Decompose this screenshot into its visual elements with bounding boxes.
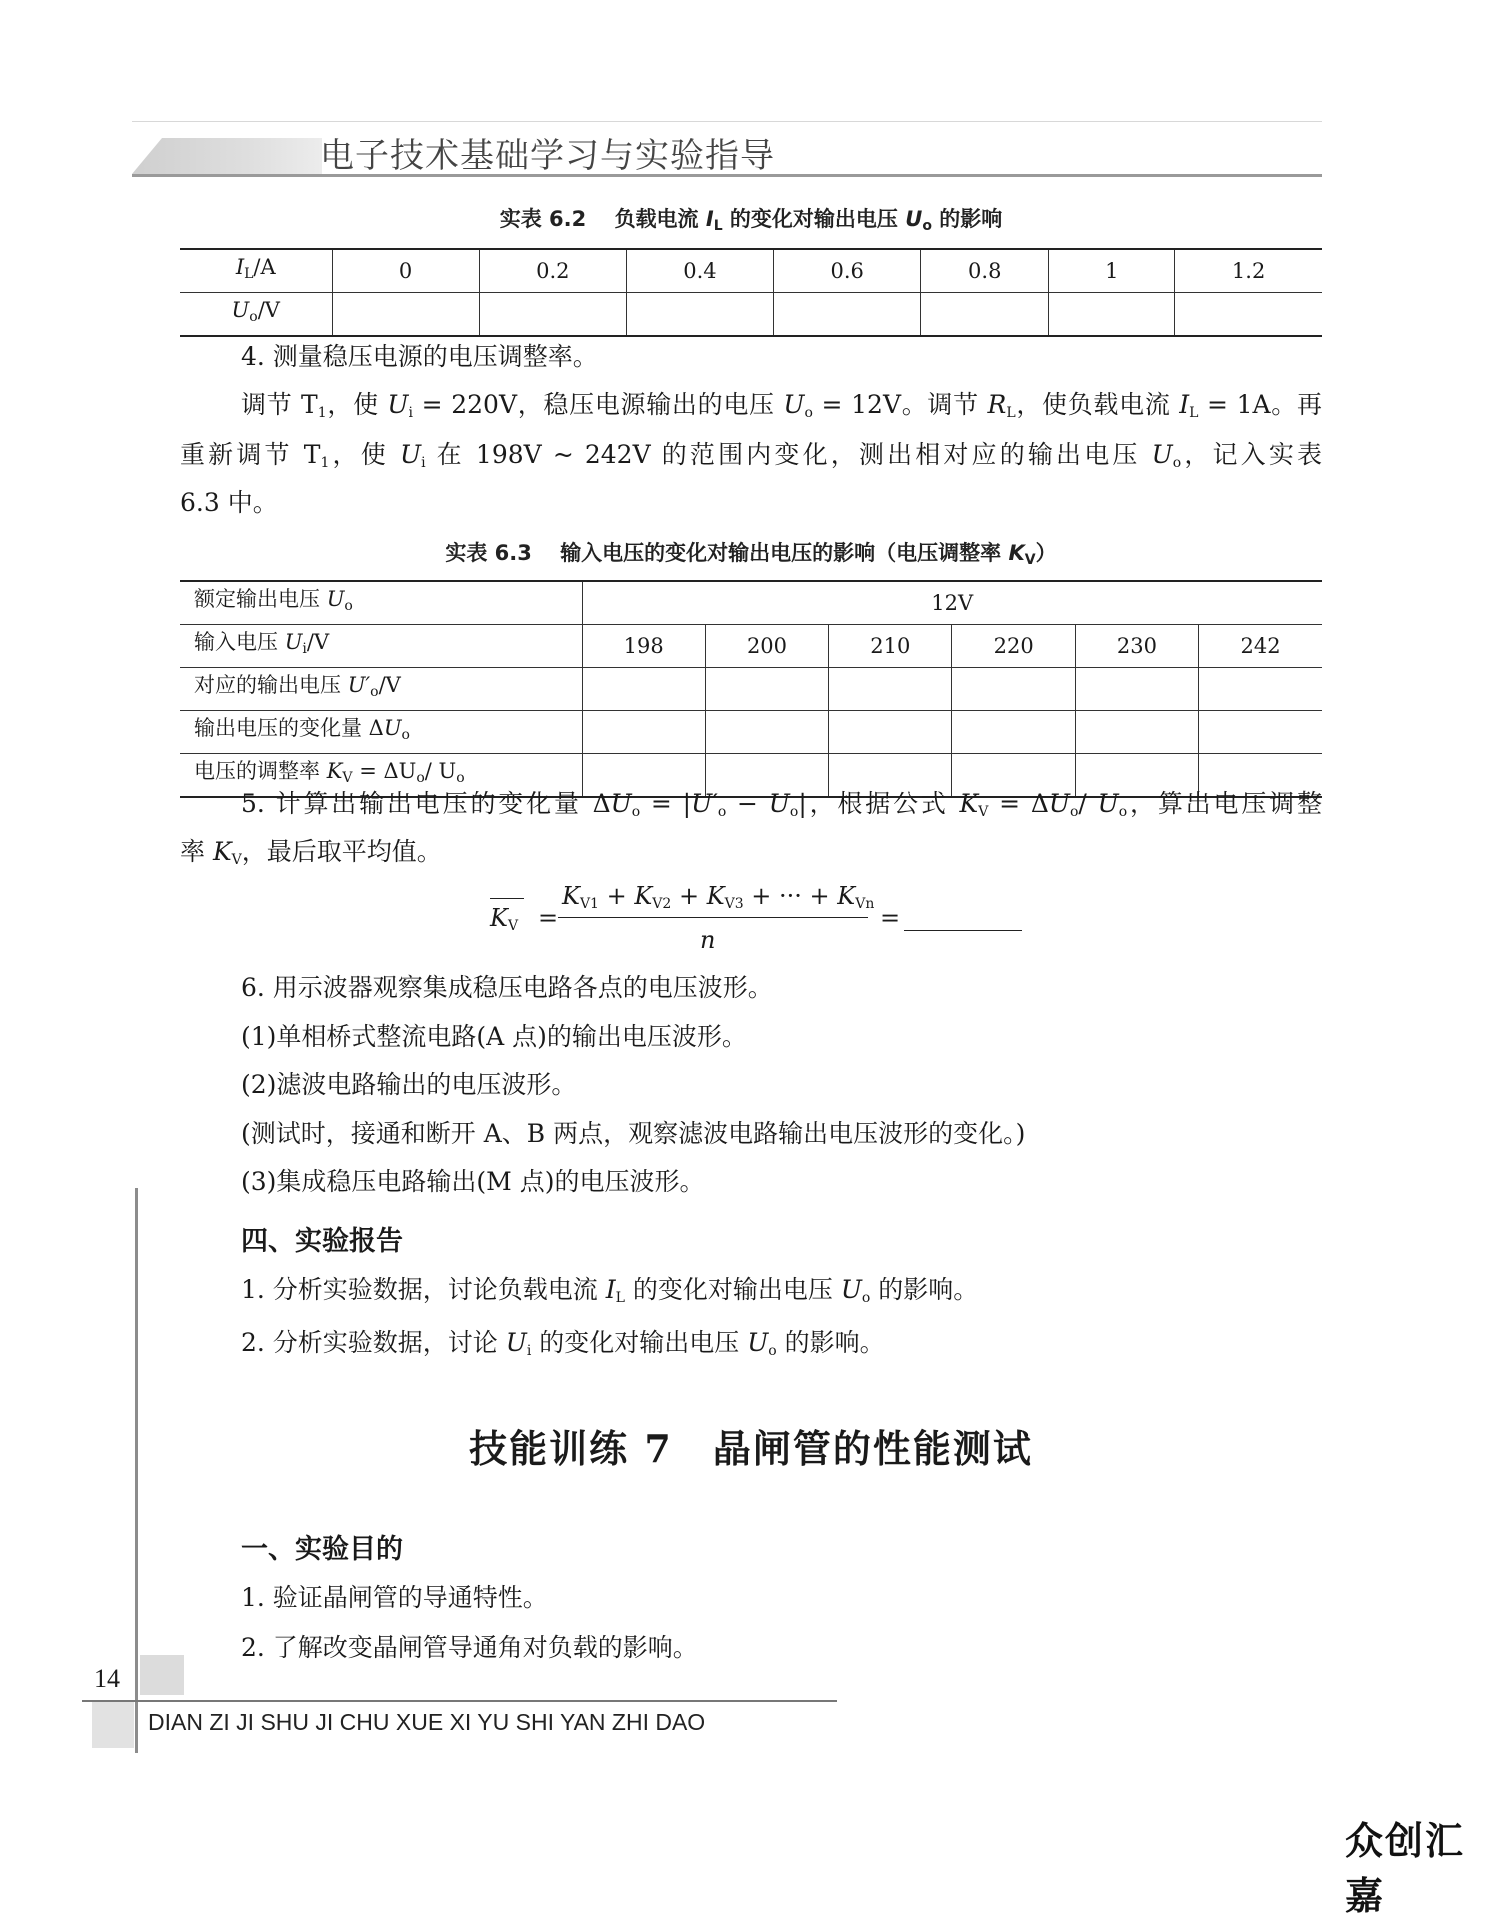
row-label: 输出电压的变化量 $\Delta U_o$ (180, 711, 582, 754)
header-rule (132, 174, 1322, 177)
table-cell: 210 (829, 625, 952, 668)
table-6-3-caption: 实表 6.3 输入电压的变化对输出电压的影响（电压调整率 $K_V$） (445, 541, 1057, 568)
table-row (180, 625, 1322, 668)
table-cell: 1 (1049, 249, 1175, 293)
footer-rule (82, 1700, 837, 1702)
table-cell (1199, 668, 1322, 711)
table-cell: 0.4 (626, 249, 773, 293)
table-row (180, 293, 1322, 337)
table-row (180, 249, 1322, 293)
table-cell: 242 (1199, 625, 1322, 668)
table-row (180, 581, 1322, 625)
running-header-title: 电子技术基础学习与实验指导 (320, 136, 775, 176)
table-cell: 200 (705, 625, 828, 668)
list-item: 2. 了解改变晶闸管导通角对负载的影响。 (241, 1633, 698, 1662)
table-cell: 0.8 (921, 249, 1049, 293)
table-row (180, 668, 1322, 711)
report-item-1: 1. 分析实验数据，讨论负载电流 $I_L$ 的变化对输出电压 $U_o$ 的影响。 (241, 1275, 979, 1306)
list-item: 1. 验证晶闸管的导通特性。 (241, 1583, 548, 1612)
watermark: 众创汇嘉 (1345, 1819, 1466, 1918)
header-decoration (132, 138, 322, 174)
table-cell (332, 293, 479, 337)
step-5-line2: 率 $K_V$，最后取平均值。 (180, 837, 442, 868)
table-cell (705, 711, 828, 754)
table-cell: 220 (952, 625, 1075, 668)
row-header-current: $I_L/A$ (180, 249, 332, 293)
table-cell (1175, 293, 1322, 337)
rated-voltage-cell: 12V (582, 581, 1322, 625)
formula-numerator: $K_{V1} + K_{V2} + K_{V3}$ + ··· + $K_{Vn}$ (562, 882, 875, 912)
margin-rule (135, 1188, 138, 1753)
fraction-bar (558, 917, 868, 918)
table-cell (774, 293, 921, 337)
table-cell: 0.2 (479, 249, 626, 293)
footer-decoration (92, 1702, 134, 1748)
table-cell (1075, 668, 1198, 711)
step-4-paragraph-line2: 重新调节 $T_1$，使 $U_i$ 在 198V ~ 242V 的范围内变化，测出相对应的输出电压 $U_o$，记入实表 (180, 440, 1322, 471)
section-title-skill-7: 技能训练 7 晶闸管的性能测试 (469, 1426, 1033, 1471)
table-cell (1075, 711, 1198, 754)
table-cell (952, 711, 1075, 754)
row-label: 对应的输出电压 $U'_o/V$ (180, 668, 582, 711)
list-item: (3)集成稳压电路输出(M 点)的电压波形。 (241, 1167, 705, 1196)
report-heading: 四、实验报告 (241, 1226, 403, 1257)
table-cell (952, 668, 1075, 711)
page-number: 14 (94, 1664, 120, 1693)
list-item: (2)滤波电路输出的电压波形。 (241, 1070, 577, 1099)
formula-denominator: n (700, 926, 716, 954)
objective-heading: 一、实验目的 (241, 1534, 403, 1565)
step-5-line1: 5. 计算出输出电压的变化量 $\Delta U_o = |U'_o - U_o|$，根据公式 $K_V = \Delta U_o/$ $U_o$，算出电压调整 (241, 789, 1322, 820)
list-item: (测试时，接通和断开 A、B 两点，观察滤波电路输出电压波形的变化。) (241, 1119, 1026, 1148)
table-6-2 (180, 248, 1322, 337)
row-label: 额定输出电压 $U_o$ (180, 581, 582, 625)
table-6-3 (180, 580, 1322, 798)
table-cell: 230 (1075, 625, 1198, 668)
step-4-title: 4. 测量稳压电源的电压调整率。 (241, 342, 598, 371)
table-cell (921, 293, 1049, 337)
row-label: 电压的调整率 $K_V = \Delta U_o/$ $U_o$ (180, 754, 582, 798)
step-4-paragraph-line1: 调节 $T_1$，使 $U_i = 220V$，稳压电源输出的电压 $U_o = 12V$。调节 $R_L$，使负载电流 $I_L = 1A$。再 (241, 390, 1322, 421)
table-cell: 198 (582, 625, 705, 668)
table-cell (829, 711, 952, 754)
table-cell (582, 668, 705, 711)
table-cell (626, 293, 773, 337)
table-6-2-caption: 实表 6.2 负载电流 $I_L$ 的变化对输出电压 $U_o$ 的影响 (499, 207, 1003, 234)
row-label: 输入电压 $U_i/V$ (180, 625, 582, 668)
list-item: (1)单相桥式整流电路(A 点)的输出电压波形。 (241, 1022, 747, 1051)
table-cell (479, 293, 626, 337)
report-item-2: 2. 分析实验数据，讨论 $U_i$ 的变化对输出电压 $U_o$ 的影响。 (241, 1328, 885, 1359)
table-cell: 0.6 (774, 249, 921, 293)
table-cell: 1.2 (1175, 249, 1322, 293)
table-cell (1049, 293, 1175, 337)
table-cell (705, 668, 828, 711)
step-4-paragraph-line3: 6.3 中。 (180, 488, 278, 517)
step-6-title: 6. 用示波器观察集成稳压电路各点的电压波形。 (241, 973, 773, 1002)
table-cell (829, 668, 952, 711)
formula-lhs: $K_V$ (490, 904, 518, 934)
footer-pinyin-title: DIAN ZI JI SHU JI CHU XUE XI YU SHI YAN ZHI DAO (148, 1709, 706, 1735)
row-header-voltage: $U_o/V$ (180, 293, 332, 337)
table-cell: 0 (332, 249, 479, 293)
table-cell (582, 711, 705, 754)
table-cell (1199, 711, 1322, 754)
table-row (180, 711, 1322, 754)
header-top-rule (132, 121, 1322, 122)
footer-decoration (140, 1655, 184, 1695)
answer-blank (904, 930, 1022, 931)
